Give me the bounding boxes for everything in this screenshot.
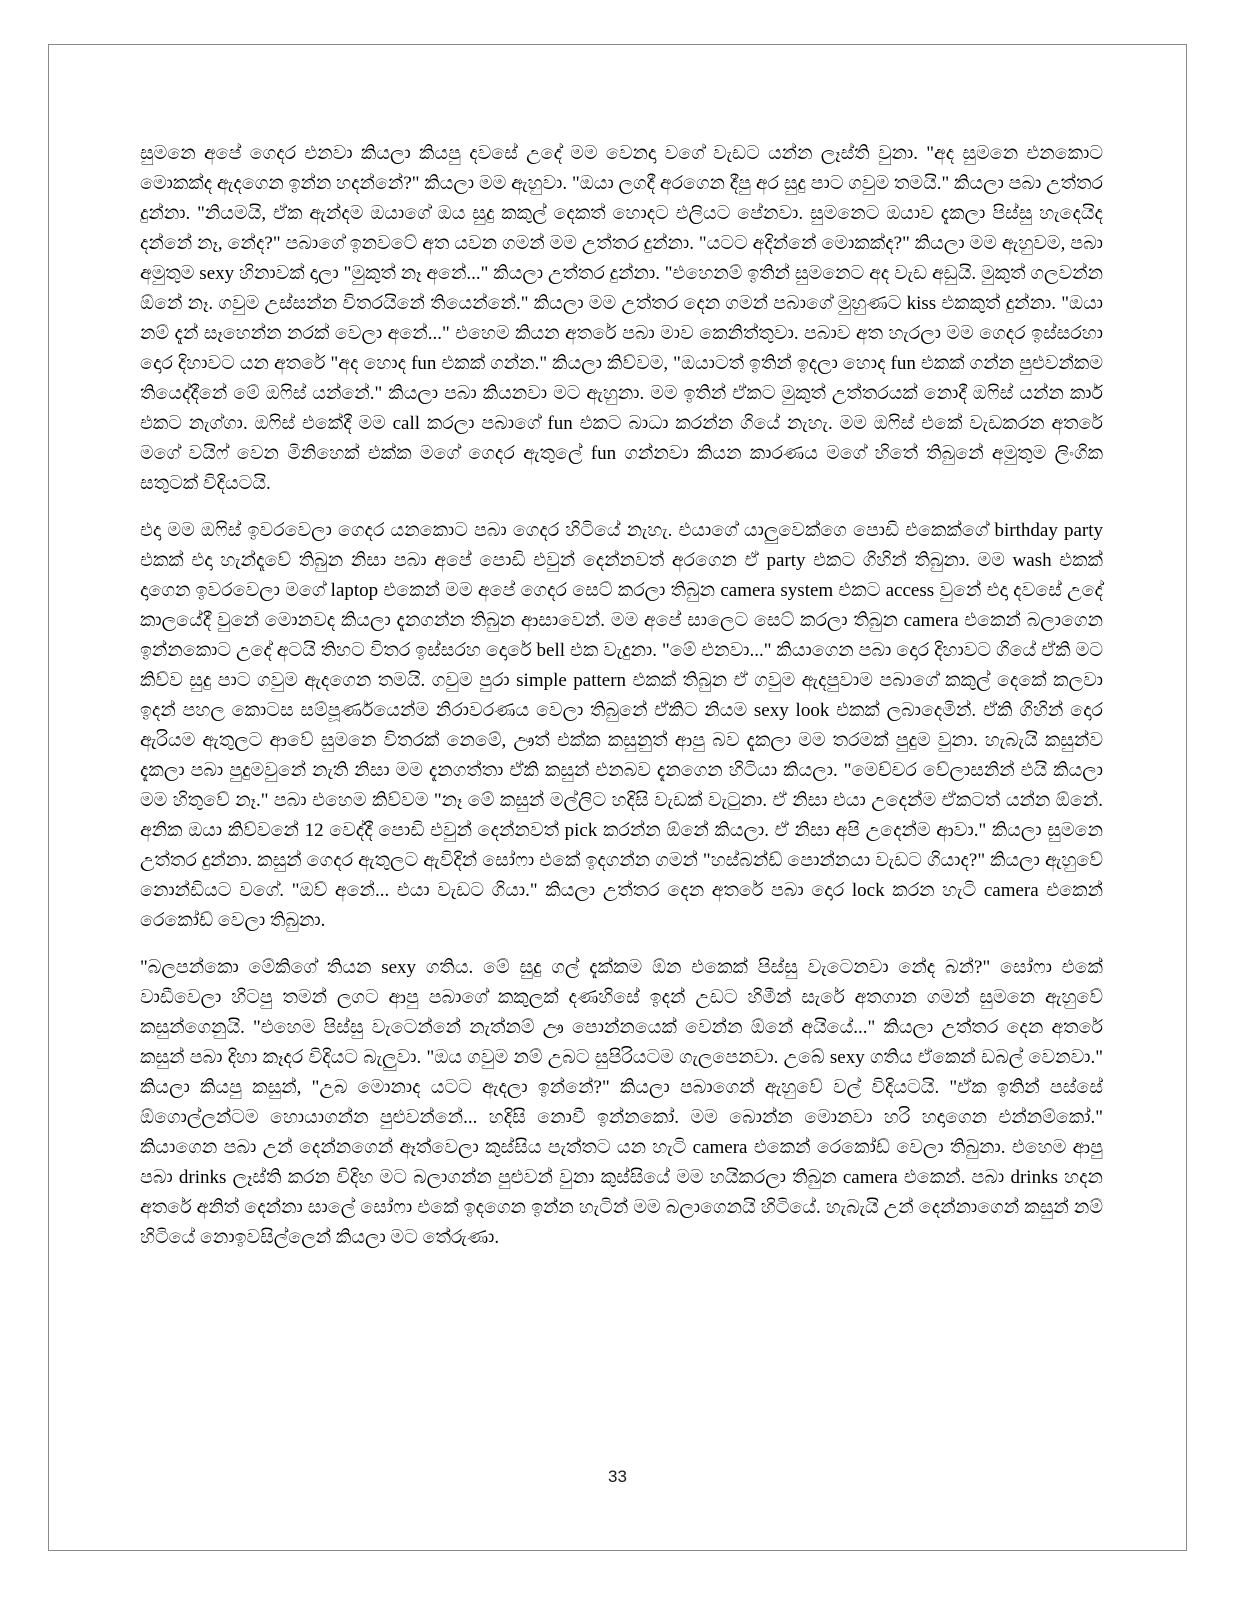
paragraph-2: එදා මම ඔෆිස් ඉවරවෙලා ගෙදර යනකොට පබා ගෙදර හිටියේ නැහැ. එයාගේ යාලුවෙක්ගෙ පොඩි එකෙක්ගේ birthday party එකක් එදා හැන්දෑවේ තිබුන නිසා පබා අපේ පොඩි එවුන් දෙන්නවත් අරගෙන ඒ party එකට ගිහින් තිබුනා. මම wash එකක් දාගෙන ඉවරවෙලා මගේ laptop එකෙන් මම අපේ ගෙදර සෙට් කරලා තිබුන camera system එකට access වුනේ එදා දවසේ උදේ කාලයේදී වුනේ මොනවද කියලා දැනගන්න තිබුන ආසාවෙන්. මම අපේ සාලෙට සෙට් කරලා තිබුන camera එකෙන් බලාගෙන ඉන්නකොට උදේ අටයි තිහට විතර ඉස්සරහ දොරේ bell එක වැදුනා. "මේ එනවා..." කියාගෙන පබා දොර දිහාවට ගියේ ඒකි මට කිව්ව සුදු පාට ගවුම ඇදගෙන තමයි. ගවුම පුරා simple pattern එකක් තිබුන ඒ ගවුම ඇදපුවාම පබාගේ කකුල් දෙකේ කලවා ඉදන් පහල කොටස සම්පූර්ණයෙන්ම නිරාවරණය වෙලා තිබුනේ ඒකිට නියම sexy look එකක් ලබාදෙමින්. ඒකි ගිහින් දොර ඇරියම ඇතුලට ආවේ සුමනෙ විතරක් නෙමේ, ඌත් එක්ක කසුනුත් ආපු බව දැකලා මම තරමක් පුදුම වුනා. හැබැයි කසුන්ව දැකලා පබා පුදුමවුනේ නැති නිසා මම දැනගත්තා ඒකි කසුන් එනබව දැනගෙන හිටියා කියලා. "මෙච්චර වේලාසනින් එයි කියලා මම හිතුවේ නෑ." පබා එහෙම කිව්වම "නෑ මේ කසුන් මල්ලිට හදිසි වැඩක් වැටුනා. ඒ නිසා එයා උදෙන්ම ඒකටත් යන්න ඕනේ. අනික ඔයා කිව්වනේ 12 වෙද්දී පොඩි එවුන් දෙන්නවත් pick කරන්න ඕනේ කියලා. ඒ නිසා අපි උදෙන්ම ආවා." කියලා සුමනෙ උත්තර දුන්නා. කසුන් ගෙදර ඇතුලට ඇවිදින් සෝෆා එකේ ඉදගන්න ගමන් "හස්බන්ඩ් පොන්නයා වැඩට ගියාද?" කියලා ඇහුවේ නොන්ඩියට වගේ. "ඔව් අනේ... එයා වැඩට ගියා." කියලා උත්තර දෙන අතරේ පබා දොර lock කරන හැටි camera එකෙන් රෙකෝඩ් වෙලා තිබුනා. [140,520,1103,931]
page-number: 33 [608,1467,627,1486]
paragraph-1: සුමනෙ අපේ ගෙදර එනවා කියලා කියපු දවසේ උදේ මම වෙනදා වගේ වැඩට යන්න ලෑස්ති වුනා. "අද සුමනෙ එනකොට මොකක්ද ඇදගෙන ඉන්න හදන්නේ?" කියලා මම ඇහුවා. "ඔයා ලගදී අරගෙන දීපු අර සුදු පාට ගවුම තමයි." කියලා පබා උත්තර දුන්නා. "නියමයි, ඒක ඇන්දම ඔයාගේ ඔය සුදු කකුල් දෙකත් හොදට එලියට පේනවා. සුමනෙට ඔයාව දැකලා පිස්සු හැදෙයිද දන්නේ නෑ, නේද?" පබාගේ ඉනවටේ අත යවන ගමන් මම උත්තර දුන්නා. "යටට අදින්නේ මොකක්ද?" කියලා මම ඇහුවම, පබා අමුතුම sexy හිනාවක් දාලා "මුකුත් නෑ අනේ..." කියලා උත්තර දුන්නා. "එහෙනම් ඉතින් සුමනෙට අද වැඩ අඩුයි. මුකුත් ගලවන්න ඕනේ නෑ. ගවුම උස්සන්න විතරයිනේ තියෙන්නේ." කියලා මම උත්තර දෙන ගමන් පබාගේ මුහුණට kiss එකකුත් දුන්නා. "ඔයා නම් දැන් සෑහෙන්න නරක් වෙලා අනේ..." එහෙම කියන අතරේ පබා මාව කෙනිත්තුවා. පබාව අත හැරලා මම ගෙදර ඉස්සරහා දොර දිහාවට යන අතරේ "අද හොද fun එකක් ගන්න." කියලා කිව්වම, "ඔයාටත් ඉතින් ඉදලා හොද fun එකක් ගන්න පුළුවන්කම තියෙද්දීනේ මේ ඔෆිස් යන්නේ." කියලා පබා කියනවා මට ඇහුනා. මම ඉතින් ඒකට මුකුත් උත්තරයක් නොදී ඔෆිස් යන්න කාර් එකට නැග්ගා. ඔෆිස් එකේදී මම call කරලා පබාගේ fun එකට බාධා කරන්න ගියේ නැහැ. මම ඔෆිස් එකේ වැඩකරන අතරේ මගේ වයිෆ් වෙන මිනිහෙක් එක්ක මගේ ගෙදර ඇතුලේ fun ගන්නවා කියන කාරණය මගේ හිතේ තිබුනේ අමුතුම ලිංගික සතුටක් විදියටයි. [140,143,1103,494]
document-body [140,139,1103,1270]
paragraph-3: "බලපන්කො මේකිගේ තියන sexy ගතිය. මේ සුදු ගල් දැක්කම ඕන එකෙක් පිස්සු වැටෙනවා නේද බන්?" සෝෆා එකේ වාඩීවෙලා හිටපු තමන් ලගට ආපු පබාගේ කකුලක් දණහිසේ ඉදන් උඩට හිමීන් සැරේ අතගාන ගමන් සුමනෙ ඇහුවේ කසුන්ගෙනුයි. "එහෙම පිස්සු වැටෙන්නේ නැත්නම් ඌ පොන්නයෙක් වෙන්න ඕනේ අයියේ..." කියලා උත්තර දෙන අතරේ කසුන් පබා දිහා කෑදර විදියට බැලුවා. "ඔය ගවුම නම් උබට සුපිරියටම ගැලපෙනවා. උබේ sexy ගතිය ඒකෙන් ඩබල් වෙනවා." කියලා කියපු කසුන්, "උබ මොනාද යටට ඇදලා ඉන්නේ?" කියලා පබාගෙන් ඇහුවේ වල් විදියටයි. "ඒක ඉතින් පස්සේ ඕගොල්ලන්ටම හොයාගන්න පුළුවන්නේ... හදිසි නොවී ඉන්නකෝ. මම බොන්න මොනවා හරි හදාගෙන එන්නම්කෝ." කියාගෙන පබා උන් දෙන්නගෙන් ඈත්වෙලා කුස්සිය පැත්තට යන හැටි camera එකෙන් රෙකෝඩ් වෙලා තිබුනා. එහෙම ආපු පබා drinks ලෑස්ති කරන විදිහ මට බලාගන්න පුළුවන් වුනා කුස්සියේ මම හයිකරලා තිබුන camera එකෙන්. පබා drinks හදන අතරේ අනිත් දෙන්නා සාලේ සෝෆා එකේ ඉදගෙන ඉන්න හැටින් මම බලාගෙනයි හිටියේ. හැබැයි උන් දෙන්නාගෙන් කසුන් නම් හිටියේ නොඉවසිල්ලෙන් කියලා මට තේරුණා. [140,957,1103,1248]
